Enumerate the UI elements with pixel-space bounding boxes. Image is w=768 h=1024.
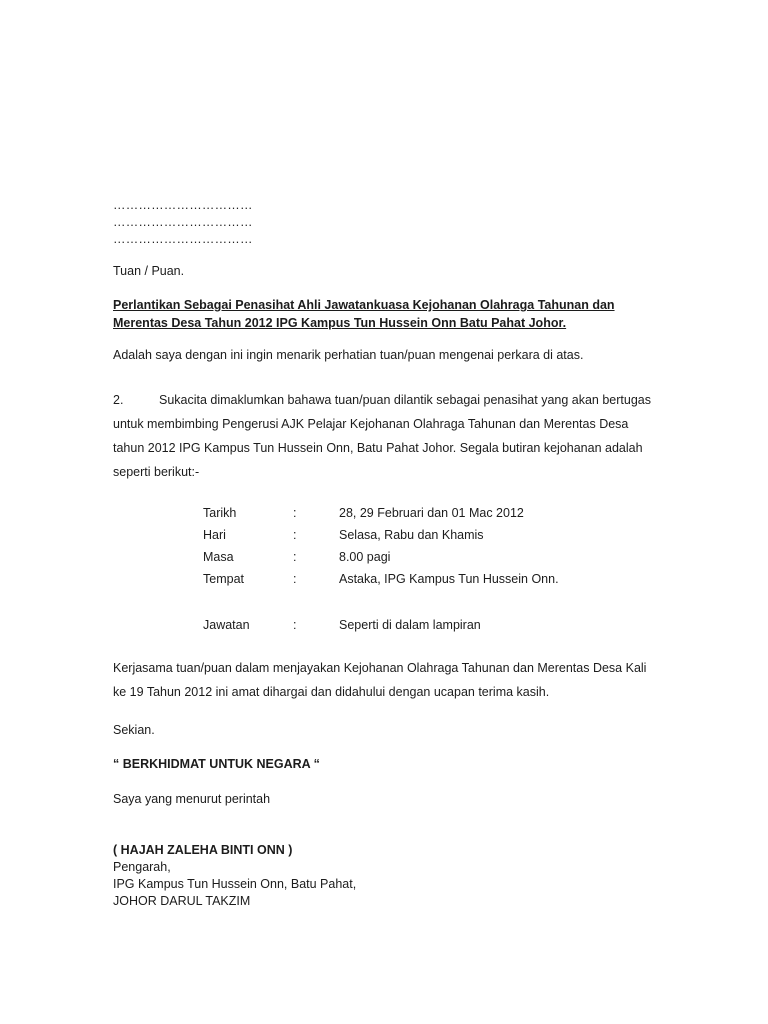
subject-line-1: Perlantikan Sebagai Penasihat Ahli Jawatankuasa Kejohanan Olahraga Tahunan dan [113,298,615,312]
detail-value: 28, 29 Februari dan 01 Mac 2012 [339,506,524,520]
signatory-state: JOHOR DARUL TAKZIM [113,894,251,908]
motto: “ BERKHIDMAT UNTUK NEGARA “ [113,757,320,771]
closing-paragraph-line-2: ke 19 Tahun 2012 ini amat dihargai dan didahului dengan ucapan terima kasih. [113,685,550,699]
subject-line-2: Merentas Desa Tahun 2012 IPG Kampus Tun Hussein Onn Batu Pahat Johor. [113,316,567,330]
intro-paragraph: Adalah saya dengan ini ingin menarik perhatian tuan/puan mengenai perkara di atas. [113,348,584,362]
detail-colon: : [293,550,297,564]
detail-row-masa [203,548,663,566]
detail-value: Seperti di dalam lampiran [339,618,481,632]
paragraph-number: 2. [113,393,124,407]
salutation: Tuan / Puan. [113,264,185,278]
detail-row-tarikh [203,504,663,522]
detail-label: Tarikh [203,506,237,520]
signatory-organisation: IPG Kampus Tun Hussein Onn, Batu Pahat, [113,877,357,891]
detail-row-hari [203,526,663,544]
address-line-1: …………………………… [113,198,253,212]
detail-colon: : [293,618,297,632]
detail-row-jawatan [203,616,663,634]
detail-label: Jawatan [203,618,250,632]
detail-colon: : [293,506,297,520]
sekian: Sekian. [113,723,155,737]
signatory-name: ( HAJAH ZALEHA BINTI ONN ) [113,843,293,857]
paragraph-2-text-1: Sukacita dimaklumkan bahawa tuan/puan dilantik sebagai penasihat yang akan bertugas [159,393,651,407]
detail-label: Masa [203,550,234,564]
paragraph-2-line-3: tahun 2012 IPG Kampus Tun Hussein Onn, Batu Pahat Johor. Segala butiran kejohanan adalah [113,441,643,455]
paragraph-2-line-2: untuk membimbing Pengerusi AJK Pelajar Kejohanan Olahraga Tahunan dan Merentas Desa [113,417,629,431]
detail-value: Astaka, IPG Kampus Tun Hussein Onn. [339,572,559,586]
sign-off: Saya yang menurut perintah [113,792,271,806]
detail-value: Selasa, Rabu dan Khamis [339,528,484,542]
paragraph-2-line-4: seperti berikut:- [113,465,200,479]
detail-value: 8.00 pagi [339,550,391,564]
address-line-2: …………………………… [113,215,253,229]
address-line-3: …………………………… [113,232,253,246]
detail-colon: : [293,528,297,542]
detail-label: Hari [203,528,226,542]
signatory-title: Pengarah, [113,860,171,874]
detail-row-tempat [203,570,663,588]
closing-paragraph-line-1: Kerjasama tuan/puan dalam menjayakan Kejohanan Olahraga Tahunan dan Merentas Desa Kali [113,661,647,675]
detail-colon: : [293,572,297,586]
detail-label: Tempat [203,572,244,586]
paragraph-2-line-1 [113,392,651,409]
